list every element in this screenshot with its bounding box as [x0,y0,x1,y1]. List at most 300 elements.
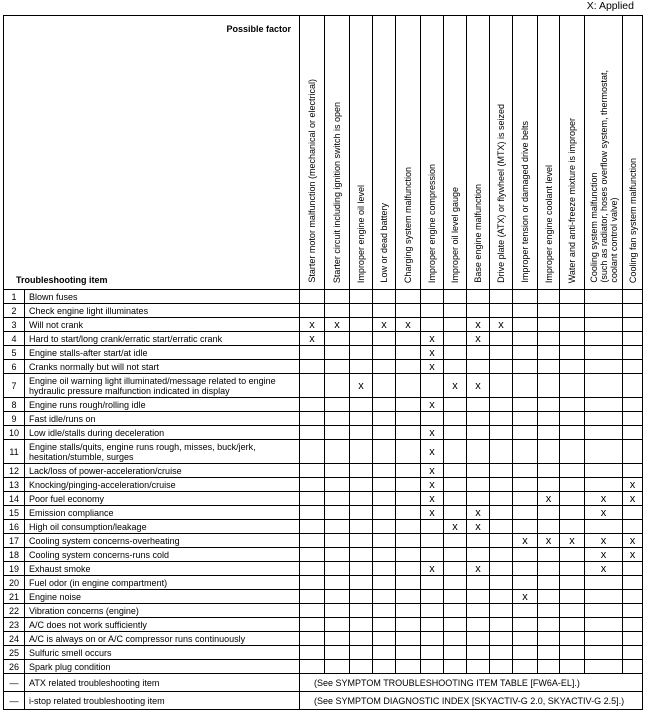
row-item: High oil consumption/leakage [25,520,300,534]
applied-mark [373,660,396,674]
applied-mark [490,506,513,520]
applied-mark [421,520,444,534]
applied-mark [538,426,560,440]
applied-mark [325,604,350,618]
applied-mark [513,374,538,398]
applied-mark [444,492,467,506]
applied-mark: x [300,318,325,332]
row-number: 6 [4,360,25,374]
applied-mark [325,346,350,360]
row-number: 23 [4,618,25,632]
applied-mark [623,576,643,590]
applied-mark [396,548,421,562]
applied-mark [444,346,467,360]
possible-factor-label: Possible factor [226,24,291,34]
applied-mark [560,440,585,464]
applied-mark: x [444,520,467,534]
applied-mark [444,590,467,604]
applied-mark: x [421,360,444,374]
applied-mark [513,492,538,506]
applied-mark [444,534,467,548]
applied-mark: x [467,374,490,398]
applied-mark [538,562,560,576]
applied-mark [513,506,538,520]
row-number: 4 [4,332,25,346]
applied-mark [623,374,643,398]
applied-mark [538,576,560,590]
applied-mark [325,506,350,520]
factor-label: Improper engine coolant level [543,164,554,283]
applied-mark [513,332,538,346]
applied-mark [325,492,350,506]
row-number: 12 [4,464,25,478]
applied-mark [373,464,396,478]
note-reference: (See SYMPTOM DIAGNOSTIC INDEX [SKYACTIV-G 2.0, SKYACTIV-G 2.5].) [300,692,643,710]
applied-mark [585,304,623,318]
applied-mark [585,318,623,332]
applied-mark [467,412,490,426]
applied-mark [444,412,467,426]
applied-mark [373,440,396,464]
row-item: Engine oil warning light illuminated/message related to engine hydraulic pressure malfunction indicated in display [25,374,300,398]
applied-mark [513,604,538,618]
applied-mark [585,576,623,590]
applied-mark [538,360,560,374]
factor-label: Water and anti-freeze mixture is improper [567,117,577,283]
row-item: Fuel odor (in engine compartment) [25,576,300,590]
applied-mark [513,290,538,304]
applied-mark [490,548,513,562]
applied-mark [623,660,643,674]
header-row [4,16,643,290]
applied-mark [396,426,421,440]
applied-mark [421,590,444,604]
applied-mark [350,646,373,660]
applied-mark [300,604,325,618]
applied-mark [373,646,396,660]
applied-mark [585,520,623,534]
row-number: 8 [4,398,25,412]
applied-mark [350,464,373,478]
applied-mark [300,398,325,412]
table-row [4,464,643,478]
applied-mark [350,506,373,520]
applied-mark [623,646,643,660]
applied-mark [373,590,396,604]
applied-mark [325,548,350,562]
factor-label: Cooling fan system malfunction [627,157,638,283]
factor-header [444,16,467,290]
applied-mark [560,398,585,412]
applied-mark [538,464,560,478]
applied-mark [538,290,560,304]
applied-mark [560,332,585,346]
table-row [4,318,643,332]
applied-mark [421,318,444,332]
applied-mark: x [623,478,643,492]
applied-mark [373,492,396,506]
applied-mark [325,478,350,492]
applied-mark [325,660,350,674]
applied-mark [538,346,560,360]
applied-mark [467,426,490,440]
applied-mark: x [623,548,643,562]
row-item: Blown fuses [25,290,300,304]
applied-mark [396,562,421,576]
applied-mark [373,534,396,548]
applied-mark [467,304,490,318]
applied-mark: x [490,318,513,332]
applied-mark [421,632,444,646]
applied-mark [490,412,513,426]
applied-mark [467,646,490,660]
applied-mark [396,290,421,304]
applied-mark [623,590,643,604]
note-dash: — [4,674,25,692]
applied-mark [623,360,643,374]
applied-mark [538,374,560,398]
applied-mark [373,604,396,618]
applied-mark [585,590,623,604]
applied-mark [325,440,350,464]
applied-mark: x [585,534,623,548]
applied-mark [325,632,350,646]
row-number: 20 [4,576,25,590]
applied-mark [325,412,350,426]
applied-mark [421,304,444,318]
applied-mark [623,304,643,318]
factor-header [585,16,623,290]
applied-mark [467,440,490,464]
applied-mark [513,360,538,374]
applied-mark [560,632,585,646]
applied-mark [585,478,623,492]
applied-mark [444,618,467,632]
troubleshooting-table [3,15,643,710]
applied-mark [444,318,467,332]
row-item: A/C does not work sufficiently [25,618,300,632]
applied-mark [325,590,350,604]
applied-mark [560,506,585,520]
applied-mark [513,576,538,590]
applied-mark [300,562,325,576]
applied-mark [300,426,325,440]
applied-mark [585,398,623,412]
applied-mark [373,398,396,412]
table-row [4,426,643,440]
note-row [4,692,643,710]
note-reference: (See SYMPTOM TROUBLESHOOTING ITEM TABLE [FW6A-EL].) [300,674,643,692]
applied-mark [513,426,538,440]
applied-mark [396,478,421,492]
applied-mark [623,618,643,632]
applied-mark [490,534,513,548]
applied-mark [444,660,467,674]
applied-mark [467,632,490,646]
applied-mark [350,562,373,576]
applied-mark [396,464,421,478]
applied-mark [350,548,373,562]
applied-mark [350,318,373,332]
factor-label: Starter circuit including ignition switch is open [332,101,342,283]
applied-mark [444,426,467,440]
applied-mark [585,346,623,360]
applied-mark [444,646,467,660]
factor-header [350,16,373,290]
troubleshooting-item-label: Troubleshooting item [16,275,108,285]
applied-mark [513,562,538,576]
applied-mark [350,604,373,618]
applied-mark [373,374,396,398]
applied-mark [538,590,560,604]
applied-mark [490,478,513,492]
applied-mark [467,534,490,548]
applied-mark [467,290,490,304]
applied-mark [585,412,623,426]
table-row [4,398,643,412]
applied-mark [513,304,538,318]
applied-mark [490,604,513,618]
applied-mark [538,618,560,632]
applied-mark [490,632,513,646]
applied-mark [623,318,643,332]
applied-mark [560,426,585,440]
table-row [4,506,643,520]
row-number: 14 [4,492,25,506]
applied-mark [467,360,490,374]
applied-mark [538,304,560,318]
applied-mark: x [373,318,396,332]
row-number: 24 [4,632,25,646]
applied-mark: x [421,492,444,506]
row-number: 7 [4,374,25,398]
applied-mark [300,646,325,660]
applied-mark [396,632,421,646]
applied-mark [396,332,421,346]
applied-mark [490,374,513,398]
row-item: Cooling system concerns-overheating [25,534,300,548]
applied-mark [350,632,373,646]
applied-mark [300,374,325,398]
row-item: Hard to start/long crank/erratic start/erratic crank [25,332,300,346]
applied-mark: x [396,318,421,332]
factor-label: Starter motor malfunction (mechanical or electrical) [307,79,317,283]
factor-label: Improper engine oil level [356,184,366,283]
applied-mark [513,618,538,632]
applied-mark [396,304,421,318]
table-row [4,576,643,590]
corner-header [4,16,300,290]
row-item: Poor fuel economy [25,492,300,506]
applied-mark [585,604,623,618]
applied-mark [585,426,623,440]
applied-mark [421,374,444,398]
applied-mark [513,398,538,412]
applied-mark [444,632,467,646]
applied-mark [538,332,560,346]
applied-mark [490,360,513,374]
applied-mark [300,576,325,590]
note-item: ATX related troubleshooting item [25,674,300,692]
applied-mark [490,562,513,576]
applied-mark [325,304,350,318]
applied-mark [467,464,490,478]
table-row [4,632,643,646]
applied-mark [490,440,513,464]
applied-mark [585,374,623,398]
applied-mark [623,562,643,576]
applied-mark [513,646,538,660]
applied-mark [300,660,325,674]
applied-mark [560,604,585,618]
applied-mark: x [421,464,444,478]
applied-mark [300,412,325,426]
factor-label: Low or dead battery [379,203,389,283]
applied-mark: x [538,534,560,548]
applied-mark [373,412,396,426]
row-number: 5 [4,346,25,360]
applied-mark [396,576,421,590]
table-row [4,440,643,464]
applied-mark [300,492,325,506]
applied-mark [623,506,643,520]
applied-mark: x [300,332,325,346]
applied-mark [300,464,325,478]
row-item: Engine runs rough/rolling idle [25,398,300,412]
applied-mark [513,464,538,478]
applied-mark [490,464,513,478]
applied-mark [538,440,560,464]
applied-mark [560,374,585,398]
applied-mark [623,290,643,304]
applied-mark [325,534,350,548]
applied-mark: x [467,318,490,332]
row-item: Cooling system concerns-runs cold [25,548,300,562]
applied-mark [513,548,538,562]
applied-mark [325,520,350,534]
factor-header [300,16,325,290]
applied-mark: x [585,492,623,506]
applied-mark [490,590,513,604]
applied-mark [490,660,513,674]
row-number: 16 [4,520,25,534]
applied-mark [467,590,490,604]
factor-header [623,16,643,290]
applied-mark [560,464,585,478]
factor-header [538,16,560,290]
table-row [4,346,643,360]
applied-mark [300,618,325,632]
applied-mark [490,398,513,412]
applied-mark [444,478,467,492]
applied-mark [325,646,350,660]
row-number: 25 [4,646,25,660]
applied-mark [585,646,623,660]
applied-mark [560,412,585,426]
applied-mark [325,290,350,304]
applied-mark [396,346,421,360]
applied-mark [538,548,560,562]
applied-mark [585,332,623,346]
applied-mark [350,492,373,506]
table-row [4,304,643,318]
applied-mark: x [421,506,444,520]
applied-mark [444,290,467,304]
applied-mark [300,440,325,464]
table-row [4,534,643,548]
applied-mark [373,426,396,440]
applied-mark [538,412,560,426]
factor-header [325,16,350,290]
applied-mark [623,346,643,360]
applied-mark [350,520,373,534]
table-row [4,492,643,506]
applied-mark [350,534,373,548]
applied-mark [467,478,490,492]
applied-mark [513,318,538,332]
applied-mark [350,576,373,590]
applied-mark [396,646,421,660]
applied-mark [325,398,350,412]
applied-mark [490,332,513,346]
applied-mark [396,440,421,464]
note-dash: — [4,692,25,710]
factor-label: Improper oil level gauge [450,186,460,283]
applied-mark [300,304,325,318]
applied-mark [373,576,396,590]
applied-mark [421,548,444,562]
applied-mark [585,660,623,674]
applied-mark [350,618,373,632]
applied-mark [538,318,560,332]
applied-mark [396,534,421,548]
applied-mark [325,360,350,374]
table-row [4,660,643,674]
applied-mark [350,398,373,412]
applied-mark [396,412,421,426]
row-number: 19 [4,562,25,576]
table-row [4,618,643,632]
applied-mark [373,346,396,360]
applied-mark: x [467,562,490,576]
applied-mark [560,562,585,576]
applied-mark [560,548,585,562]
applied-mark [300,534,325,548]
applied-mark [623,464,643,478]
table-row [4,332,643,346]
applied-mark: x [421,562,444,576]
row-item: Spark plug condition [25,660,300,674]
applied-mark [300,506,325,520]
applied-mark [490,646,513,660]
applied-mark [396,520,421,534]
row-number: 9 [4,412,25,426]
applied-mark [350,440,373,464]
applied-mark [467,604,490,618]
applied-mark [373,304,396,318]
applied-mark [490,426,513,440]
applied-mark: x [623,534,643,548]
applied-mark [467,346,490,360]
row-item: Fast idle/runs on [25,412,300,426]
factor-header [396,16,421,290]
applied-mark [538,520,560,534]
applied-mark [513,660,538,674]
applied-mark [623,520,643,534]
applied-mark: x [467,506,490,520]
applied-mark [396,590,421,604]
applied-mark [560,304,585,318]
